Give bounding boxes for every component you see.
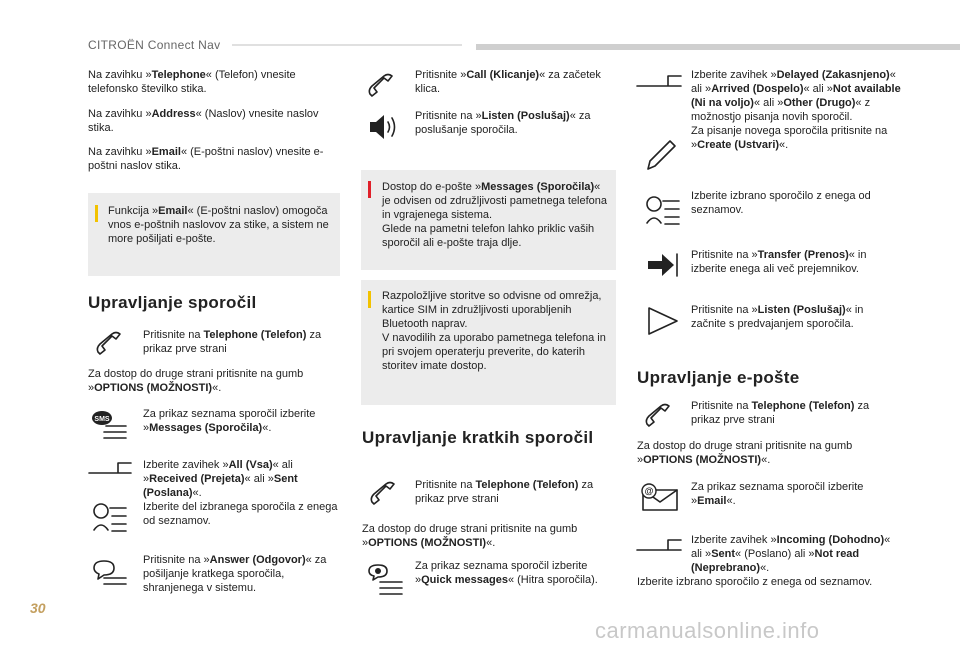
heading-message-management: Upravljanje sporočil [88,293,257,312]
step-telephone-first-page-email: Pritisnite na Telephone (Telefon) za prikaz prve strani [691,400,870,426]
info-services-text: Razpoložljive storitve so odvisne od omrežja, kartice SIM in združljivosti uporabljenih Bluetooth naprav. V navodilih za uporabo pametnega telefona in pri svojem operaterju preverite, do katerih storitev imate dostop. [382,290,606,372]
info-note-text: Funkcija »Email« (E-poštni naslov) omogoča vnos e-poštnih naslovov za stike, a sistem ne more pošiljati e-pošte. [108,205,329,245]
quick-messages-icon [366,562,406,598]
tab-bar-icon [88,461,132,475]
paragraph-email-tab: Na zavihku »Email« (E-poštni naslov) vnesite e-poštni naslov stika. [88,146,324,172]
person-list-icon [643,193,683,227]
step-listen: Pritisnite na »Listen (Poslušaj)« za poslušanje sporočila. [415,110,591,136]
step-messages-list: Za prikaz seznama sporočil izberite »Messages (Sporočila)«. [143,408,316,434]
sms-message-list-icon [90,408,130,442]
step-telephone-first-page-sms: Pritisnite na Telephone (Telefon) za prikaz prve strani [415,479,594,505]
warning-note-text: Dostop do e-pošte »Messages (Sporočila)« je odvisen od združljivosti pametnega telefona in vgrajenega sistema. Glede na pametni telefon lahko priklic vaših sporočil ali e-pošte traja dlje. [382,181,608,249]
step-select-tab-incoming: Izberite zavihek »Incoming (Dohodno)« ali »Sent« (Poslano) ali »Not read (Neprebrano)«. [691,534,891,574]
at-label: @ [644,486,654,496]
step-quick-messages: Za prikaz seznama sporočil izberite »Quick messages« (Hitra sporočila). [415,560,598,586]
step-select-tab-messages: Izberite zavihek »All (Vsa)« ali »Received (Prejeta)« ali »Sent (Poslana)«. Izberite del izbranega sporočila z enega od seznamov. [143,459,338,527]
info-mark-icon [95,205,98,222]
header-title: CITROËN Connect Nav [88,38,221,52]
person-list-icon [90,500,130,534]
step-email-list: Za prikaz seznama sporočil izberite »Email«. [691,481,864,507]
watermark: carmanualsonline.info [595,618,820,643]
step-call: Pritisnite »Call (Klicanje)« za začetek klica. [415,69,601,95]
email-envelope-icon [640,482,680,514]
step-select-message: Izberite izbrano sporočilo z enega od seznamov. [691,190,871,216]
answer-message-icon [90,558,130,588]
info-mark-icon [368,291,371,308]
step-listen-play: Pritisnite na »Listen (Poslušaj)« in začnite s predvajanjem sporočila. [691,304,864,330]
page-number: 30 [30,600,46,616]
step-options-second-page: Za dostop do druge strani pritisnite na gumb »OPTIONS (MOŽNOSTI)«. [88,368,304,394]
pencil-icon [642,137,678,173]
paragraph-telephone-tab: Na zavihku »Telephone« (Telefon) vnesite telefonsko številko stika. [88,69,296,95]
speaker-listen-icon [368,112,402,142]
heading-email-management: Upravljanje e-pošte [637,368,800,387]
header-divider [232,44,462,46]
warning-mark-icon [368,181,371,198]
phone-handset-icon [368,480,402,506]
step-transfer: Pritisnite na »Transfer (Prenos)« in izberite enega ali več prejemnikov. [691,249,867,275]
tab-bar-icon [636,74,682,88]
step-select-tab-delayed: Izberite zavihek »Delayed (Zakasnjeno)« ali »Arrived (Dospelo)« ali »Not available (Ni na voljo)« ali »Other (Drugo)« z možnostjo pisanja novih sporočil. Za pisanje novega sporočila pritisnite na »Create (Ustvari)«. [691,69,901,151]
step-answer-message: Pritisnite na »Answer (Odgovor)« za pošiljanje kratkega sporočila, shranjenega v sistemu. [143,554,327,594]
phone-handset-icon [366,72,400,98]
play-icon [646,305,680,337]
step-select-email-message: Izberite izbrano sporočilo z enega od seznamov. [637,576,873,588]
paragraph-address-tab: Na zavihku »Address« (Naslov) vnesite naslov stika. [88,108,319,134]
phone-handset-icon [94,330,128,356]
phone-handset-icon [643,402,677,428]
sms-label: SMS [94,416,110,423]
step-options-second-page-sms: Za dostop do druge strani pritisnite na gumb »OPTIONS (MOŽNOSTI)«. [362,523,578,549]
transfer-icon [646,250,680,280]
tab-bar-icon [636,538,682,552]
step-telephone-first-page: Pritisnite na Telephone (Telefon) za prikaz prve strani [143,329,322,355]
header-bar [476,44,960,50]
step-options-second-page-email: Za dostop do druge strani pritisnite na gumb »OPTIONS (MOŽNOSTI)«. [637,440,853,466]
heading-sms-management: Upravljanje kratkih sporočil [362,428,594,447]
